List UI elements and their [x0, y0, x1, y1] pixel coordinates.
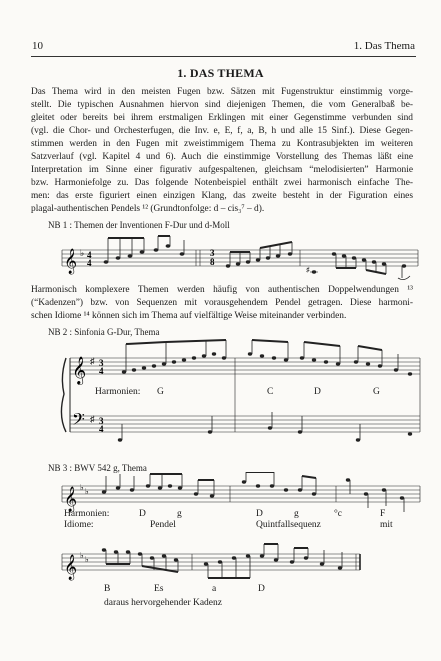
- text-line: stellt. Die typischen Ausnahmen hiervon sind diejenigen Themen, die vom Generalbaß be-: [31, 100, 413, 111]
- nb2-chord-c: C: [267, 387, 274, 397]
- nb2-chord-g1: G: [157, 387, 164, 397]
- text-line: Interpretation im Sinne einer figurativ aufgespaltenen, gleichsam “melodisierten” Harmonie: [31, 165, 413, 176]
- paragraph-1: [31, 86, 413, 216]
- svg-text:♭: ♭: [80, 483, 84, 492]
- svg-text:𝄞: 𝄞: [64, 487, 78, 512]
- page-number: 10: [32, 40, 43, 52]
- svg-text:4: 4: [87, 258, 92, 268]
- nb3-chord-d2: D: [256, 509, 263, 519]
- text-line: men: das erste figuriert einen einzigen Klang, das zweite besteht in der Figuration eines: [31, 191, 413, 202]
- svg-text:♯: ♯: [90, 356, 95, 366]
- nb3-chord-b: B: [104, 584, 111, 594]
- svg-text:𝄞: 𝄞: [64, 249, 78, 274]
- paragraph-2: [31, 284, 413, 323]
- nb3-chord-g2: g: [294, 509, 299, 519]
- svg-text:♯: ♯: [90, 414, 95, 424]
- nb2-caption: NB 2 : Sinfonia G-Dur, Thema: [48, 327, 160, 337]
- text-line: plagal-authentischen Pendels ¹² (Grundtonfolge: d – cis₃⁷ – d).: [31, 204, 265, 215]
- nb3-chord-g1: g: [177, 509, 182, 519]
- svg-text:𝄞: 𝄞: [64, 555, 78, 580]
- nb3-chord-d1: D: [139, 509, 146, 519]
- svg-text:3: 3: [210, 248, 215, 258]
- text-line: (“Kadenzen”) bzw. von Sequenzen mit vorausgehendem Pendel getragen. Diese harmoni-: [31, 298, 413, 309]
- nb1-music-staff: [0, 232, 441, 282]
- svg-text:4: 4: [87, 250, 92, 260]
- svg-text:3: 3: [99, 416, 104, 426]
- text-line: bzw. Harmoniefolge zu. Das folgende Notenbeispiel enthält zwei harmonisch einfache The-: [31, 178, 413, 189]
- nb3-chord-a: a: [212, 584, 217, 594]
- nb3-kadenz-label: daraus hervorgehender Kadenz: [104, 598, 222, 608]
- nb3-chord-c: °c: [334, 509, 343, 519]
- chapter-title: 1. DAS THEMA: [177, 66, 264, 80]
- header-rule: [31, 56, 416, 57]
- svg-text:4: 4: [99, 424, 104, 434]
- nb2-harmonien-label: Harmonien:: [95, 387, 141, 397]
- svg-text:8: 8: [210, 257, 215, 267]
- nb3-idiom-mit: mit: [380, 520, 393, 530]
- nb2-chord-g2: G: [373, 387, 380, 397]
- svg-text:♭: ♭: [85, 555, 89, 564]
- nb2-chord-d: D: [314, 387, 321, 397]
- text-line: Satzverlauf (vgl. Kapitel 4 und 6). Auch die einstimmige Vorstellung des Themas läßt eine: [31, 152, 413, 163]
- text-line: gleitet oder bereits bei ihrem erstmaligen Erklingen mit einer Gegenstimme verbunden sind: [31, 113, 413, 124]
- nb3-staff-2: [0, 542, 441, 592]
- text-line: Das Thema wird in den meisten Fugen bzw. Sätzen mit Fugenstruktur einstimmig vorge-: [31, 87, 413, 97]
- nb3-chord-f: F: [380, 509, 386, 519]
- text-line: schen Idiome ¹⁴ können sich im Thema auf vielfältige Weise miteinander verbinden.: [31, 311, 347, 322]
- nb3-chord-es: Es: [154, 584, 164, 594]
- svg-text:𝄞: 𝄞: [72, 356, 87, 384]
- text-line: (vgl. die Chor- und Orchesterfugen, die Inv. e, E, f, a, B, h und alle 15 Sinf.). Diese Gegen-: [31, 126, 413, 137]
- running-title: 1. Das Thema: [353, 40, 415, 52]
- nb3-idiom-pendel: Pendel: [150, 520, 176, 530]
- nb3-idiome-label: Idiome:: [64, 520, 94, 530]
- nb3-harmonien-label: Harmonien:: [64, 509, 110, 519]
- svg-text:4: 4: [99, 366, 104, 376]
- nb3-chord-d3: D: [258, 584, 265, 594]
- text-line: Harmonisch komplexere Themen werden häufig von authentischen Doppelwendungen ¹³: [31, 285, 413, 295]
- svg-text:♭: ♭: [80, 551, 84, 560]
- svg-text:3: 3: [99, 358, 104, 368]
- svg-text:𝄢: 𝄢: [72, 409, 85, 433]
- text-line: stimmen werden in den Fugen mit zweistimmigem Thema zu Kontrasubjekten im weiteren: [31, 139, 413, 150]
- nb3-idiom-quintfall: Quintfallsequenz: [256, 520, 321, 530]
- nb3-caption: NB 3 : BWV 542 g, Thema: [48, 463, 147, 473]
- nb1-caption: NB 1 : Themen der Inventionen F-Dur und d-Moll: [48, 220, 230, 230]
- svg-text:♯: ♯: [306, 266, 310, 274]
- svg-text:♭: ♭: [85, 487, 89, 496]
- svg-text:♭: ♭: [80, 248, 85, 258]
